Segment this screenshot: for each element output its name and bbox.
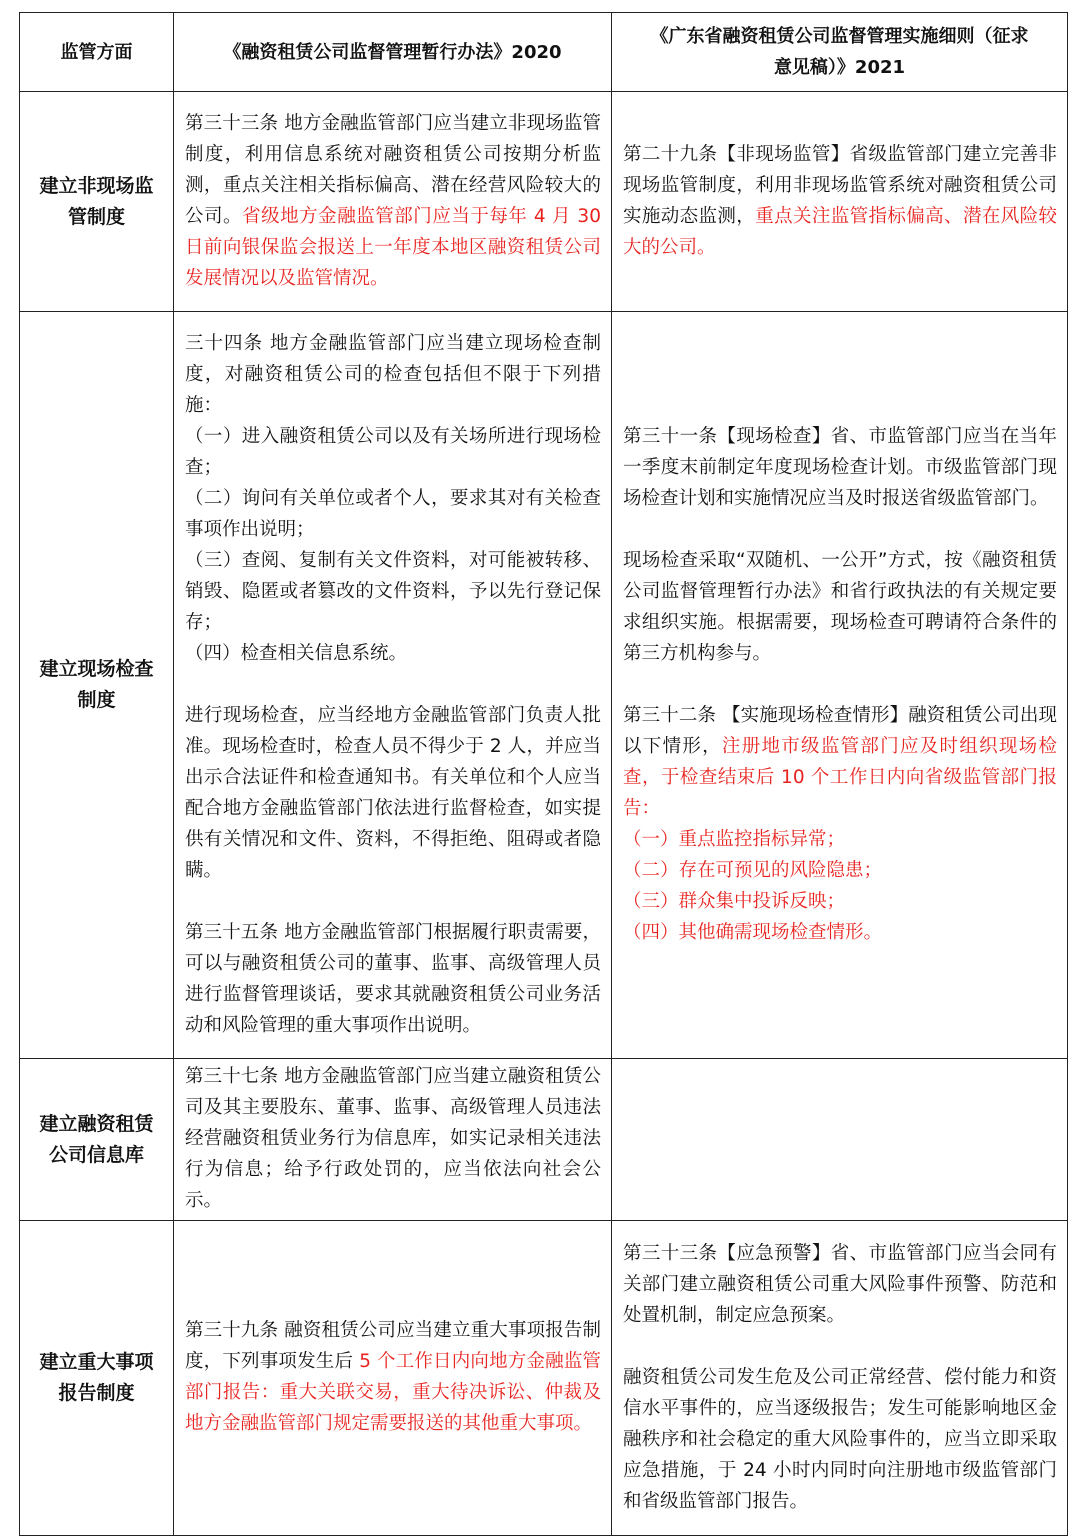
comparison-table (19, 12, 1068, 1536)
highlighted-text: 注册地市级监管部门应及时组织现场检查，于检查结束后 10 个工作日内向省级监管部门报告： (623, 735, 1057, 819)
list-item: （一）重点监控指标异常； (623, 828, 846, 850)
article-text: 第三十三条 地方金融监管部门应当建立非现场监管制度，利用信息系统对融资租赁公司按期分析监测，重点关注相关指标偏高、潜在经营风险较大的公司。 (185, 112, 601, 227)
aspect-cell: 建立现场检查 制度 (20, 312, 174, 1059)
article-text: 现场检查采取“双随机、一公开”方式，按《融资租赁公司监督管理暂行办法》和省行政执法的有关规定要求组织实施。根据需要，现场检查可聘请符合条件的第三方机构参与。 (623, 549, 1057, 664)
table-row-offsite-supervision (20, 92, 1068, 312)
table-row-major-event-reporting (20, 1221, 1068, 1536)
list-item: （四）检查相关信息系统。 (185, 642, 408, 664)
header-2020-regulation: 《融资租赁公司监督管理暂行办法》2020 (174, 13, 612, 92)
article-text: 第三十五条 地方金融监管部门根据履行职责需要，可以与融资租赁公司的董事、监事、高级管理人员进行监督管理谈话，要求其就融资租赁公司业务活动和风险管理的重大事项作出说明。 (185, 921, 601, 1036)
article-text: 第三十九条 融资租赁公司应当建立重大事项报告制度，下列事项发生后 (185, 1320, 601, 1372)
list-item: （三）查阅、复制有关文件资料，对可能被转移、销毁、隐匿或者篡改的文件资料，予以先行登记保存； (185, 549, 601, 633)
regulation-comparison-document (19, 12, 1067, 1536)
article-text: 第三十二条 【实施现场检查情形】融资租赁公司出现以下情形， (623, 704, 1057, 757)
cell-2020 (174, 1059, 612, 1221)
list-item: （三）群众集中投诉反映； (623, 890, 846, 912)
table-row-onsite-inspection (20, 312, 1068, 1059)
list-item: （四）其他确需现场检查情形。 (623, 921, 883, 943)
list-item: （一）进入融资租赁公司以及有关场所进行现场检查； (185, 425, 601, 478)
highlighted-text: 重点关注监管指标偏高、潜在风险较大的公司。 (623, 205, 1057, 258)
list-item: （二）询问有关单位或者个人，要求其对有关检查事项作出说明； (185, 487, 601, 540)
cell-2020 (174, 92, 612, 312)
header-row (20, 13, 1068, 92)
aspect-cell: 建立重大事项 报告制度 (20, 1221, 174, 1536)
article-text: 第二十九条【非现场监管】省级监管部门建立完善非现场监管制度，利用非现场监管系统对融资租赁公司实施动态监测， (623, 143, 1057, 227)
article-text: 进行现场检查，应当经地方金融监管部门负责人批准。现场检查时，检查人员不得少于 2 人，并应当出示合法证件和检查通知书。有关单位和个人应当配合地方金融监管部门依法进行监督检查，如实提供有关情况和文件、资料，不得拒绝、阻碍或者隐瞒。 (185, 704, 601, 881)
highlighted-text: 省级地方金融监管部门应当于每年 4 月 30 日前向银保监会报送上一年度本地区融资租赁公司发展情况以及监管情况。 (185, 205, 601, 289)
cell-2020 (174, 1221, 612, 1536)
article-text: 第三十一条【现场检查】省、市监管部门应当在当年一季度末前制定年度现场检查计划。市级监管部门现场检查计划和实施情况应当及时报送省级监管部门。 (623, 425, 1057, 509)
cell-2021-empty (612, 1059, 1068, 1221)
article-text: 第三十三条【应急预警】省、市监管部门应当会同有关部门建立融资租赁公司重大风险事件预警、防范和处置机制，制定应急预案。 (623, 1242, 1057, 1326)
cell-2021 (612, 1221, 1068, 1536)
highlighted-text: 5 个工作日内向地方金融监管部门报告：重大关联交易，重大待决诉讼、仲裁及地方金融监管部门规定需要报送的其他重大事项。 (185, 1351, 601, 1434)
header-aspect: 监管方面 (20, 13, 174, 92)
cell-2021 (612, 312, 1068, 1059)
article-text: 第三十七条 地方金融监管部门应当建立融资租赁公司及其主要股东、董事、监事、高级管理人员违法经营融资租赁业务行为信息库，如实记录相关违法行为信息；给予行政处罚的，应当依法向社会公示。 (185, 1066, 601, 1211)
cell-2020 (174, 312, 612, 1059)
aspect-cell: 建立融资租赁 公司信息库 (20, 1059, 174, 1221)
article-text: 融资租赁公司发生危及公司正常经营、偿付能力和资信水平事件的，应当逐级报告；发生可能影响地区金融秩序和社会稳定的重大风险事件的，应当立即采取应急措施，于 24 小时内同时向注册地市级监管部门和省级监管部门报告。 (623, 1366, 1057, 1512)
cell-2021 (612, 92, 1068, 312)
table-row-information-database (20, 1059, 1068, 1221)
header-2021-guangdong-draft: 《广东省融资租赁公司监督管理实施细则（征求 意见稿）》2021 (612, 13, 1068, 92)
article-text: 三十四条 地方金融监管部门应当建立现场检查制度，对融资租赁公司的检查包括但不限于下列措施： (185, 332, 601, 416)
list-item: （二）存在可预见的风险隐患； (623, 859, 883, 881)
aspect-cell: 建立非现场监 管制度 (20, 92, 174, 312)
